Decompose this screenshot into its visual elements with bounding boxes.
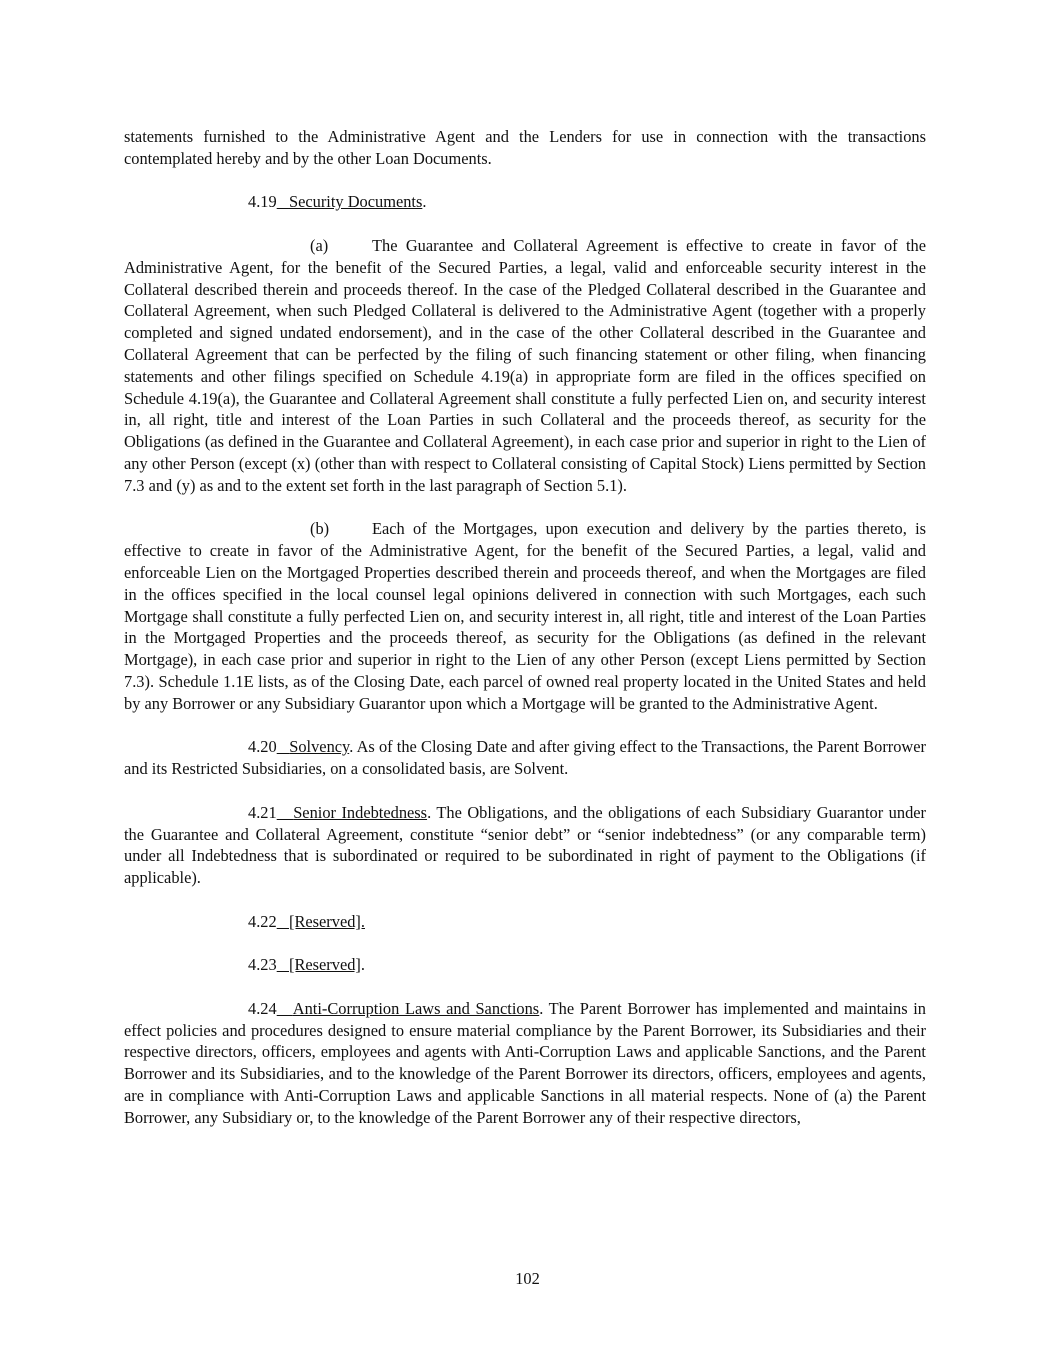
section-title: Senior Indebtedness: [293, 802, 428, 822]
document-page: [124, 126, 926, 1129]
section-number: 4.19: [248, 192, 277, 212]
section-number: 4.21: [248, 802, 277, 822]
section-4-20: [124, 736, 926, 780]
section-4-19-a: [124, 235, 926, 497]
section-4-22: [124, 911, 926, 933]
section-text: . The Obligations, and the obligations of each Subsidiary Guarantor under the Guarantee and Collateral Agreement, constitute “senior debt” or “senior indebtedness” (or any comparable term) under all Indebtedness that is subordinated or required to be subordinated in right of payment to the Obligations (if applicable).: [124, 802, 927, 888]
clause-label: (a): [310, 235, 329, 255]
section-title: Anti-Corruption Laws and Sanctions: [292, 998, 540, 1018]
clause-text: Each of the Mortgages, upon execution and delivery by the parties thereto, is effective to create in favor of the Administrative Agent, for the benefit of the Secured Parties, a legal, valid and enforceable Lien on the Mortgaged Properties described therein and proceeds thereof, and when the Mortgages are filed in the offices specified in the local counsel legal opinions delivered in connection with such Mortgages, each such Mortgage shall constitute a fully perfected Lien on, and security interest in, all right, title and interest of the Loan Parties in the Mortgaged Properties and the proceeds thereof, as security for the Obligations (as defined in the relevant Mortgage), in each case prior and superior in right to the Lien of any other Person (except Liens permitted by Section 7.3). Schedule 1.1E lists, as of the Closing Date, each parcel of owned real property located in the United States and held by any Borrower or any Subsidiary Guarantor upon which a Mortgage will be granted to the Administrative Agent.: [124, 519, 926, 713]
section-number: 4.20: [248, 737, 277, 757]
section-number: 4.23: [248, 955, 277, 975]
section-4-21: [124, 802, 926, 889]
paragraph-intro: statements furnished to the Administrative Agent and the Lenders for use in connection with the transactions contemplated hereby and by the other Loan Documents.: [124, 127, 926, 168]
section-number: 4.24: [248, 998, 277, 1018]
section-number: 4.22: [248, 911, 277, 931]
section-4-19-heading: 4.19 Security Documents.: [248, 192, 427, 212]
section-title: Solvency: [289, 737, 350, 757]
section-4-23: 4.23 [Reserved].: [248, 955, 365, 975]
section-title: [Reserved].: [288, 911, 365, 931]
section-4-24: [124, 998, 926, 1129]
section-text: . As of the Closing Date and after giving effect to the Transactions, the Parent Borrower and its Restricted Subsidiaries, on a consolidated basis, are Solvent.: [124, 737, 926, 779]
section-4-19-b: [124, 518, 926, 714]
section-title: [Reserved]: [288, 955, 361, 975]
page-number: 102: [515, 1269, 540, 1288]
clause-label: (b): [310, 519, 330, 539]
clause-text: The Guarantee and Collateral Agreement is effective to create in favor of the Administrative Agent, for the benefit of the Secured Parties, a legal, valid and enforceable security interest in the Collateral described therein and proceeds thereof. In the case of the Pledged Collateral described in the Guarantee and Collateral Agreement, when such Pledged Collateral is delivered to the Administrative Agent (together with a properly completed and signed undated endorsement), and in the case of the other Collateral described in the Guarantee and Collateral Agreement that can be perfected by the filing of such financing statement or other filing, when financing statements and other filings specified on Schedule 4.19(a) in appropriate form are filed in the offices specified on Schedule 4.19(a), the Guarantee and Collateral Agreement shall constitute a fully perfected Lien on, and security interest in, all right, title and interest of the Loan Parties in such Collateral and the proceeds thereof, as security for the Obligations (as defined in the Guarantee and Collateral Agreement), in each case prior and superior in right to the Lien of any other Person (except (x) (other than with respect to Collateral consisting of Capital Stock) Liens permitted by Section 7.3 and (y) as and to the extent set forth in the last paragraph of Section 5.1).: [124, 235, 926, 495]
section-title: Security Documents: [288, 192, 423, 212]
section-text: . The Parent Borrower has implemented and maintains in effect policies and procedures designed to ensure material compliance by the Parent Borrower, its Subsidiaries and their respective directors, officers, employees and agents with Anti-Corruption Laws and applicable Sanctions, and the Parent Borrower and its Subsidiaries, and to the knowledge of the Parent Borrower its directors, officers, employees and agents, are in compliance with Anti-Corruption Laws and applicable Sanctions in all material respects. None of (a) the Parent Borrower, any Subsidiary or, to the knowledge of the Parent Borrower any of their respective directors,: [124, 998, 926, 1127]
